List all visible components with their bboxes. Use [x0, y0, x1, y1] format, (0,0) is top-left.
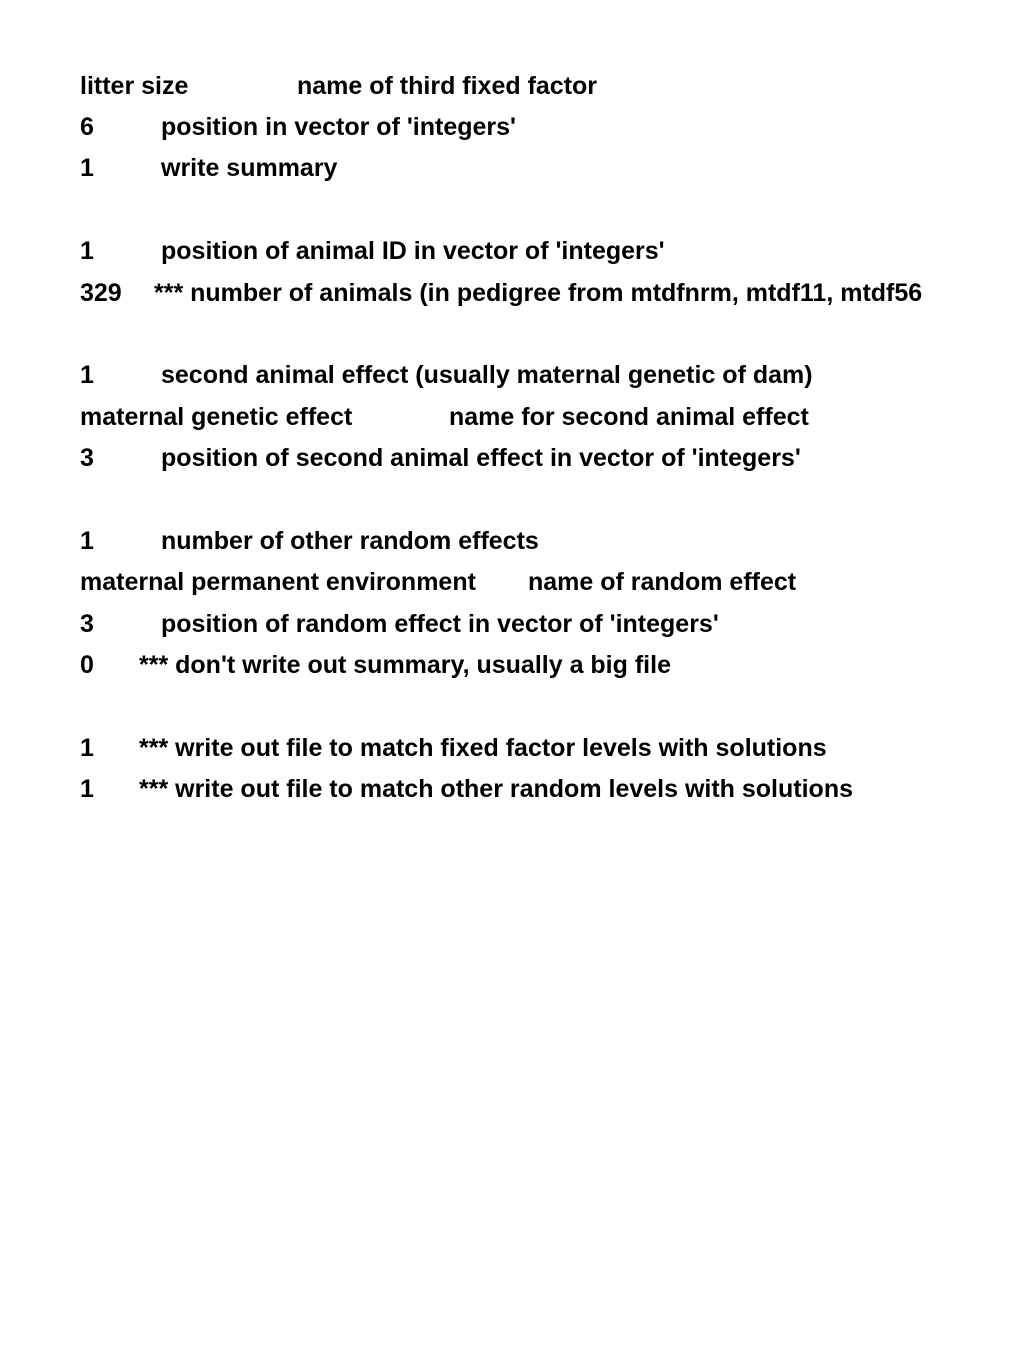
- line-value: 3: [80, 444, 94, 472]
- line-value: maternal genetic effect: [80, 403, 353, 431]
- line-description: *** don't write out summary, usually a big file: [139, 651, 671, 679]
- line-description: second animal effect (usually maternal genetic of dam): [161, 361, 813, 389]
- line-value: 3: [80, 610, 94, 638]
- line-value: litter size: [80, 72, 189, 100]
- line-value: 1: [80, 237, 94, 265]
- line-description: position of random effect in vector of 'integers': [161, 610, 719, 638]
- line-value: 329: [80, 279, 122, 307]
- line-description: position in vector of 'integers': [161, 113, 516, 141]
- line-value: 1: [80, 154, 94, 182]
- line-description: position of second animal effect in vector of 'integers': [161, 444, 801, 472]
- line-value: 1: [80, 527, 94, 555]
- line-description: *** write out file to match other random levels with solutions: [139, 775, 853, 803]
- line-value: 0: [80, 651, 94, 679]
- line-description: write summary: [161, 154, 338, 182]
- line-description: *** write out file to match fixed factor levels with solutions: [139, 734, 827, 762]
- line-description: *** number of animals (in pedigree from mtdfnrm, mtdf11, mtdf56: [154, 279, 923, 307]
- line-description: number of other random effects: [161, 527, 539, 555]
- line-value: 1: [80, 361, 94, 389]
- line-value: maternal permanent environment: [80, 568, 476, 596]
- line-description: position of animal ID in vector of 'integers': [161, 237, 665, 265]
- line-description: name of third fixed factor: [297, 72, 598, 100]
- line-value: 6: [80, 113, 94, 141]
- line-description: name of random effect: [528, 568, 797, 596]
- line-value: 1: [80, 734, 94, 762]
- line-description: name for second animal effect: [449, 403, 809, 431]
- line-value: 1: [80, 775, 94, 803]
